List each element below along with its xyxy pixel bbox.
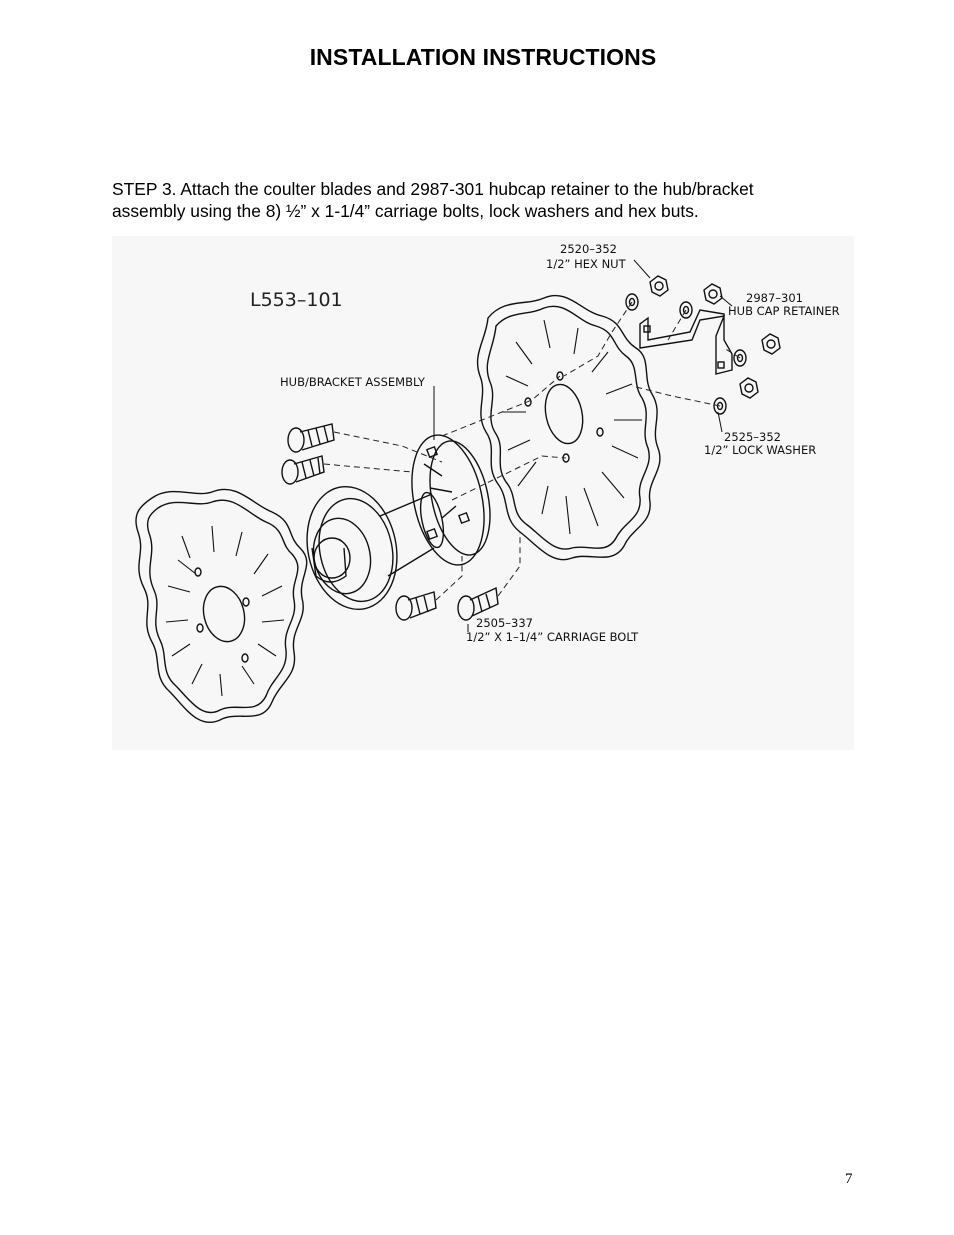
- carriage-bolts-upper: [282, 424, 334, 484]
- exploded-assembly-diagram: [112, 236, 854, 750]
- diagram-drawing: [112, 236, 854, 750]
- drawing-number: L553–101: [250, 289, 343, 311]
- hex-nut-label: 1/2” HEX NUT: [546, 257, 626, 271]
- left-blade-hub-hole: [198, 582, 250, 646]
- right-blade-hub-hole: [540, 381, 588, 447]
- carriage-bolt-part-number: 2505–337: [476, 616, 533, 630]
- step-line-2: assembly using the 8) ½” x 1-1/4” carriage bolts, lock washers and hex buts.: [112, 201, 699, 221]
- retainer-part-number: 2987–301: [746, 291, 803, 305]
- lock-washer-label: 1/2” LOCK WASHER: [704, 443, 817, 457]
- hex-nut-part-number: 2520–352: [560, 242, 617, 256]
- carriage-bolt-label: 1/2” X 1–1/4” CARRIAGE BOLT: [466, 630, 639, 644]
- step-line-1: STEP 3. Attach the coulter blades and 2987-301 hubcap retainer to the hub/bracket: [112, 179, 754, 199]
- retainer-label: HUB CAP RETAINER: [728, 304, 840, 318]
- step-instructions: [112, 178, 852, 222]
- hub-bracket-label: HUB/BRACKET ASSEMBLY: [280, 375, 425, 389]
- lock-washer-part-number: 2525–352: [724, 430, 781, 444]
- page-title: INSTALLATION INSTRUCTIONS: [309, 44, 657, 70]
- page-number: 7: [845, 1171, 853, 1187]
- assembly-guide-lines: [324, 302, 740, 600]
